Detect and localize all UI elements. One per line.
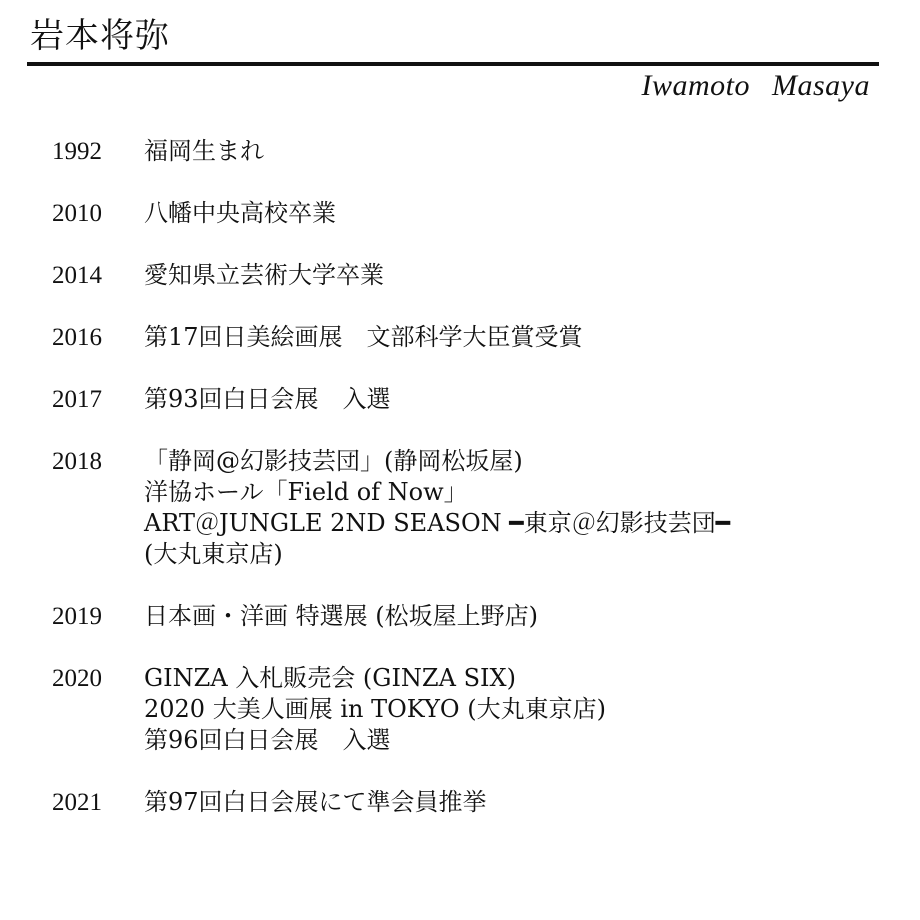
entry-lines [144,384,882,415]
entry-year: 2017 [52,386,102,413]
entry-line: 「静岡@幻影技芸団」(静岡松坂屋) [144,447,523,475]
timeline-entry [52,136,882,167]
entry-lines [144,601,882,632]
timeline-entry [52,787,882,818]
romanized-name: Iwamoto Masaya [641,69,870,102]
entry-line: 2020 大美人画展 in TOKYO (大丸東京店) [144,695,606,723]
entry-year: 2014 [52,262,102,289]
entry-year: 2016 [52,324,102,351]
entry-line: 第96回白日会展 入選 [144,726,391,754]
title-divider [27,62,879,66]
entry-lines [144,446,882,570]
entry-year: 2020 [52,665,102,692]
timeline-entry [52,384,882,415]
entry-year: 2019 [52,603,102,630]
timeline-entry [52,446,882,570]
timeline-entry [52,260,882,291]
entry-year: 1992 [52,138,102,165]
entry-line: 第97回白日会展にて準会員推挙 [144,788,487,816]
timeline-list [52,136,882,849]
entry-lines [144,663,882,756]
entry-line: 洋協ホール「Field of Now」 [144,478,468,506]
entry-year: 2018 [52,448,102,475]
entry-line: 第93回白日会展 入選 [144,385,391,413]
entry-line: (大丸東京店) [144,540,283,568]
timeline-entry [52,663,882,756]
entry-line: ART＠JUNGLE 2ND SEASON ━東京＠幻影技芸団━ [144,509,731,537]
entry-line: 日本画・洋画 特選展 (松坂屋上野店) [144,602,538,630]
entry-line: 福岡生まれ [144,137,264,165]
entry-year: 2010 [52,200,102,227]
entry-lines [144,322,882,353]
entry-line: 八幡中央高校卒業 [144,199,336,227]
timeline-entry [52,601,882,632]
timeline-entry [52,322,882,353]
entry-line: 愛知県立芸術大学卒業 [144,261,384,289]
page-title: 岩本将弥 [30,16,170,56]
entry-lines [144,198,882,229]
entry-lines [144,260,882,291]
entry-lines [144,136,882,167]
entry-lines [144,787,882,818]
timeline-entry [52,198,882,229]
entry-line: GINZA 入札販売会 (GINZA SIX) [144,664,516,692]
entry-year: 2021 [52,789,102,816]
entry-line: 第17回日美絵画展 文部科学大臣賞受賞 [144,323,583,351]
